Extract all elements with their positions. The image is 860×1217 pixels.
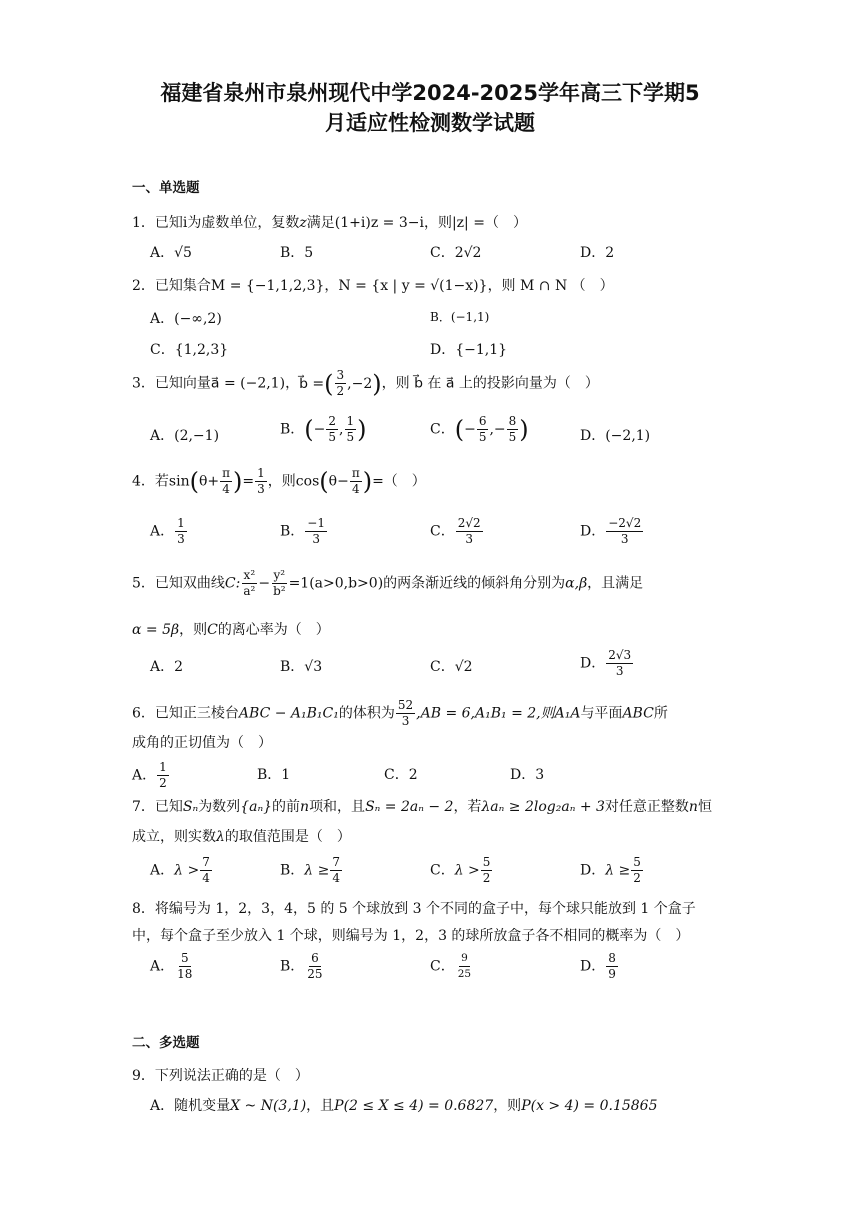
question-6-line-2: 成角的正切值为（ ） — [132, 735, 272, 751]
q7-option-d: D．λ ≥ $\frac{5}{2}$ — [580, 855, 641, 885]
question-7-line-2: 成立，则实数λ的取值范围是（ ） — [132, 829, 351, 845]
question-4: 4．若sin(θ+ $\frac{\pi}{4}$ )= $\frac{1}{3}$ ，则cos(θ− $\frac{\pi}{4}$ )=（ ） — [132, 466, 426, 496]
q5-option-c: C．√2 — [430, 659, 473, 675]
q2-option-a: A．(−∞,2) — [150, 311, 222, 327]
q6-option-c: C．2 — [384, 767, 418, 783]
q2-option-c: C．{1,2,3} — [150, 342, 229, 358]
question-3: 3．已知向量a⃗ = (−2,1)，b⃗ =( $\frac{3}{2}$ ,−2)，则 b⃗ 在 a⃗ 上的投影向量为（ ） — [132, 368, 599, 398]
q4-option-a: A． $\frac{1}{3}$ — [150, 516, 185, 546]
q3-option-c: C．(− $\frac{6}{5}$ ,− $\frac{8}{5}$ ) — [430, 414, 529, 444]
q1-equation: (1+i)z = 3−i — [334, 215, 424, 231]
q3-option-d: D．(−2,1) — [580, 428, 651, 444]
question-2: 2．已知集合M = {−1,1,2,3}，N = {x | y = √(1−x)}，则 M ∩ N （ ） — [132, 278, 614, 294]
question-9: 9．下列说法正确的是（ ） — [132, 1068, 309, 1084]
q5-option-b: B．√3 — [280, 659, 323, 675]
q6-option-b: B．1 — [257, 767, 291, 783]
q9-option-a: A．随机变量X ~ N(3,1)，且P(2 ≤ X ≤ 4) = 0.6827，则P(x > 4) = 0.15865 — [150, 1098, 658, 1114]
q6-option-d: D．3 — [510, 767, 545, 783]
q7-option-a: A．λ > $\frac{7}{4}$ — [150, 855, 210, 885]
document-title — [0, 78, 860, 138]
q2-option-d: D．{−1,1} — [430, 342, 508, 358]
question-7: 7．已知Sₙ为数列{aₙ}的前n项和，且Sₙ = 2aₙ − 2，若λaₙ ≥ 2log₂aₙ + 3对任意正整数n恒 — [132, 799, 712, 815]
question-6: 6．已知正三棱台ABC − A₁B₁C₁的体积为 $\frac{52}{3}$ ,AB = 6,A₁B₁ = 2,则A₁A与平面ABC所 — [132, 698, 668, 728]
q3-option-a: A．(2,−1) — [150, 428, 220, 444]
q8-option-c: C． $\frac{9}{25}$ — [430, 952, 472, 980]
q7-option-c: C．λ > $\frac{5}{2}$ — [430, 855, 491, 885]
q8-option-a: A． $\frac{5}{18}$ — [150, 951, 193, 981]
section-heading-single-choice: 一、单选题 — [132, 180, 200, 196]
section-heading-multi-choice: 二、多选题 — [132, 1035, 200, 1051]
question-1: 1．已知i为虚数单位，复数z满足(1+i)z = 3−i，则|z| =（ ） — [132, 215, 527, 231]
title-line-2: 月适应性检测数学试题 — [325, 111, 535, 135]
question-8-line-2: 中，每个盒子至少放入 1 个球，则编号为 1，2，3 的球所放盒子各不相同的概率为（ ） — [132, 928, 690, 944]
q5-option-d: D． $\frac{2√3}{3}$ — [580, 648, 632, 678]
title-line-1: 福建省泉州市泉州现代中学2024-2025学年高三下学期5 — [160, 81, 700, 105]
q3-vector-b: b⃗ =( $\frac{3}{2}$ ,−2) — [299, 368, 382, 398]
question-5: 5．已知双曲线C: $\frac{\text{x²}}{\text{a²}}$ − $\frac{\text{y²}}{\text{b²}}$ =1(a>0,b>0)的两条渐近线的倾斜角分别为α,β，且满足 — [132, 568, 644, 598]
q8-option-d: D． $\frac{8}{9}$ — [580, 951, 616, 981]
q3-vector-a: a⃗ = (−2,1) — [210, 375, 286, 392]
q2-set-n: N = {x | y = √(1−x)} — [338, 278, 488, 294]
q1-abs: |z| = — [451, 215, 485, 231]
q7-option-b: B．λ ≥ $\frac{7}{4}$ — [280, 855, 340, 885]
q2-option-b: B．(−1,1) — [430, 310, 490, 324]
q1-option-c: C．2√2 — [430, 245, 482, 261]
q4-option-c: C． $\frac{2√2}{3}$ — [430, 516, 481, 546]
q1-option-a: A．√5 — [150, 245, 192, 261]
q1-option-d: D．2 — [580, 245, 615, 261]
q3-option-b: B．(− $\frac{2}{5}$ , $\frac{1}{5}$ ) — [280, 414, 367, 444]
q4-option-b: B． $\frac{-1}{3}$ — [280, 516, 325, 546]
q1-option-b: B．5 — [280, 245, 314, 261]
q5-option-a: A．2 — [150, 659, 184, 675]
question-8: 8．将编号为 1，2，3，4，5 的 5 个球放到 3 个不同的盒子中，每个球只能放到 1 个盒子 — [132, 901, 696, 917]
q6-option-a: A． $\frac{1}{2}$ — [132, 760, 167, 790]
question-5-line-2: α = 5β，则C的离心率为（ ） — [132, 622, 330, 638]
q4-option-d: D． $\frac{-2√2}{3}$ — [580, 516, 642, 546]
q2-set-m: M = {−1,1,2,3} — [210, 278, 325, 294]
q8-option-b: B． $\frac{6}{25}$ — [280, 951, 323, 981]
